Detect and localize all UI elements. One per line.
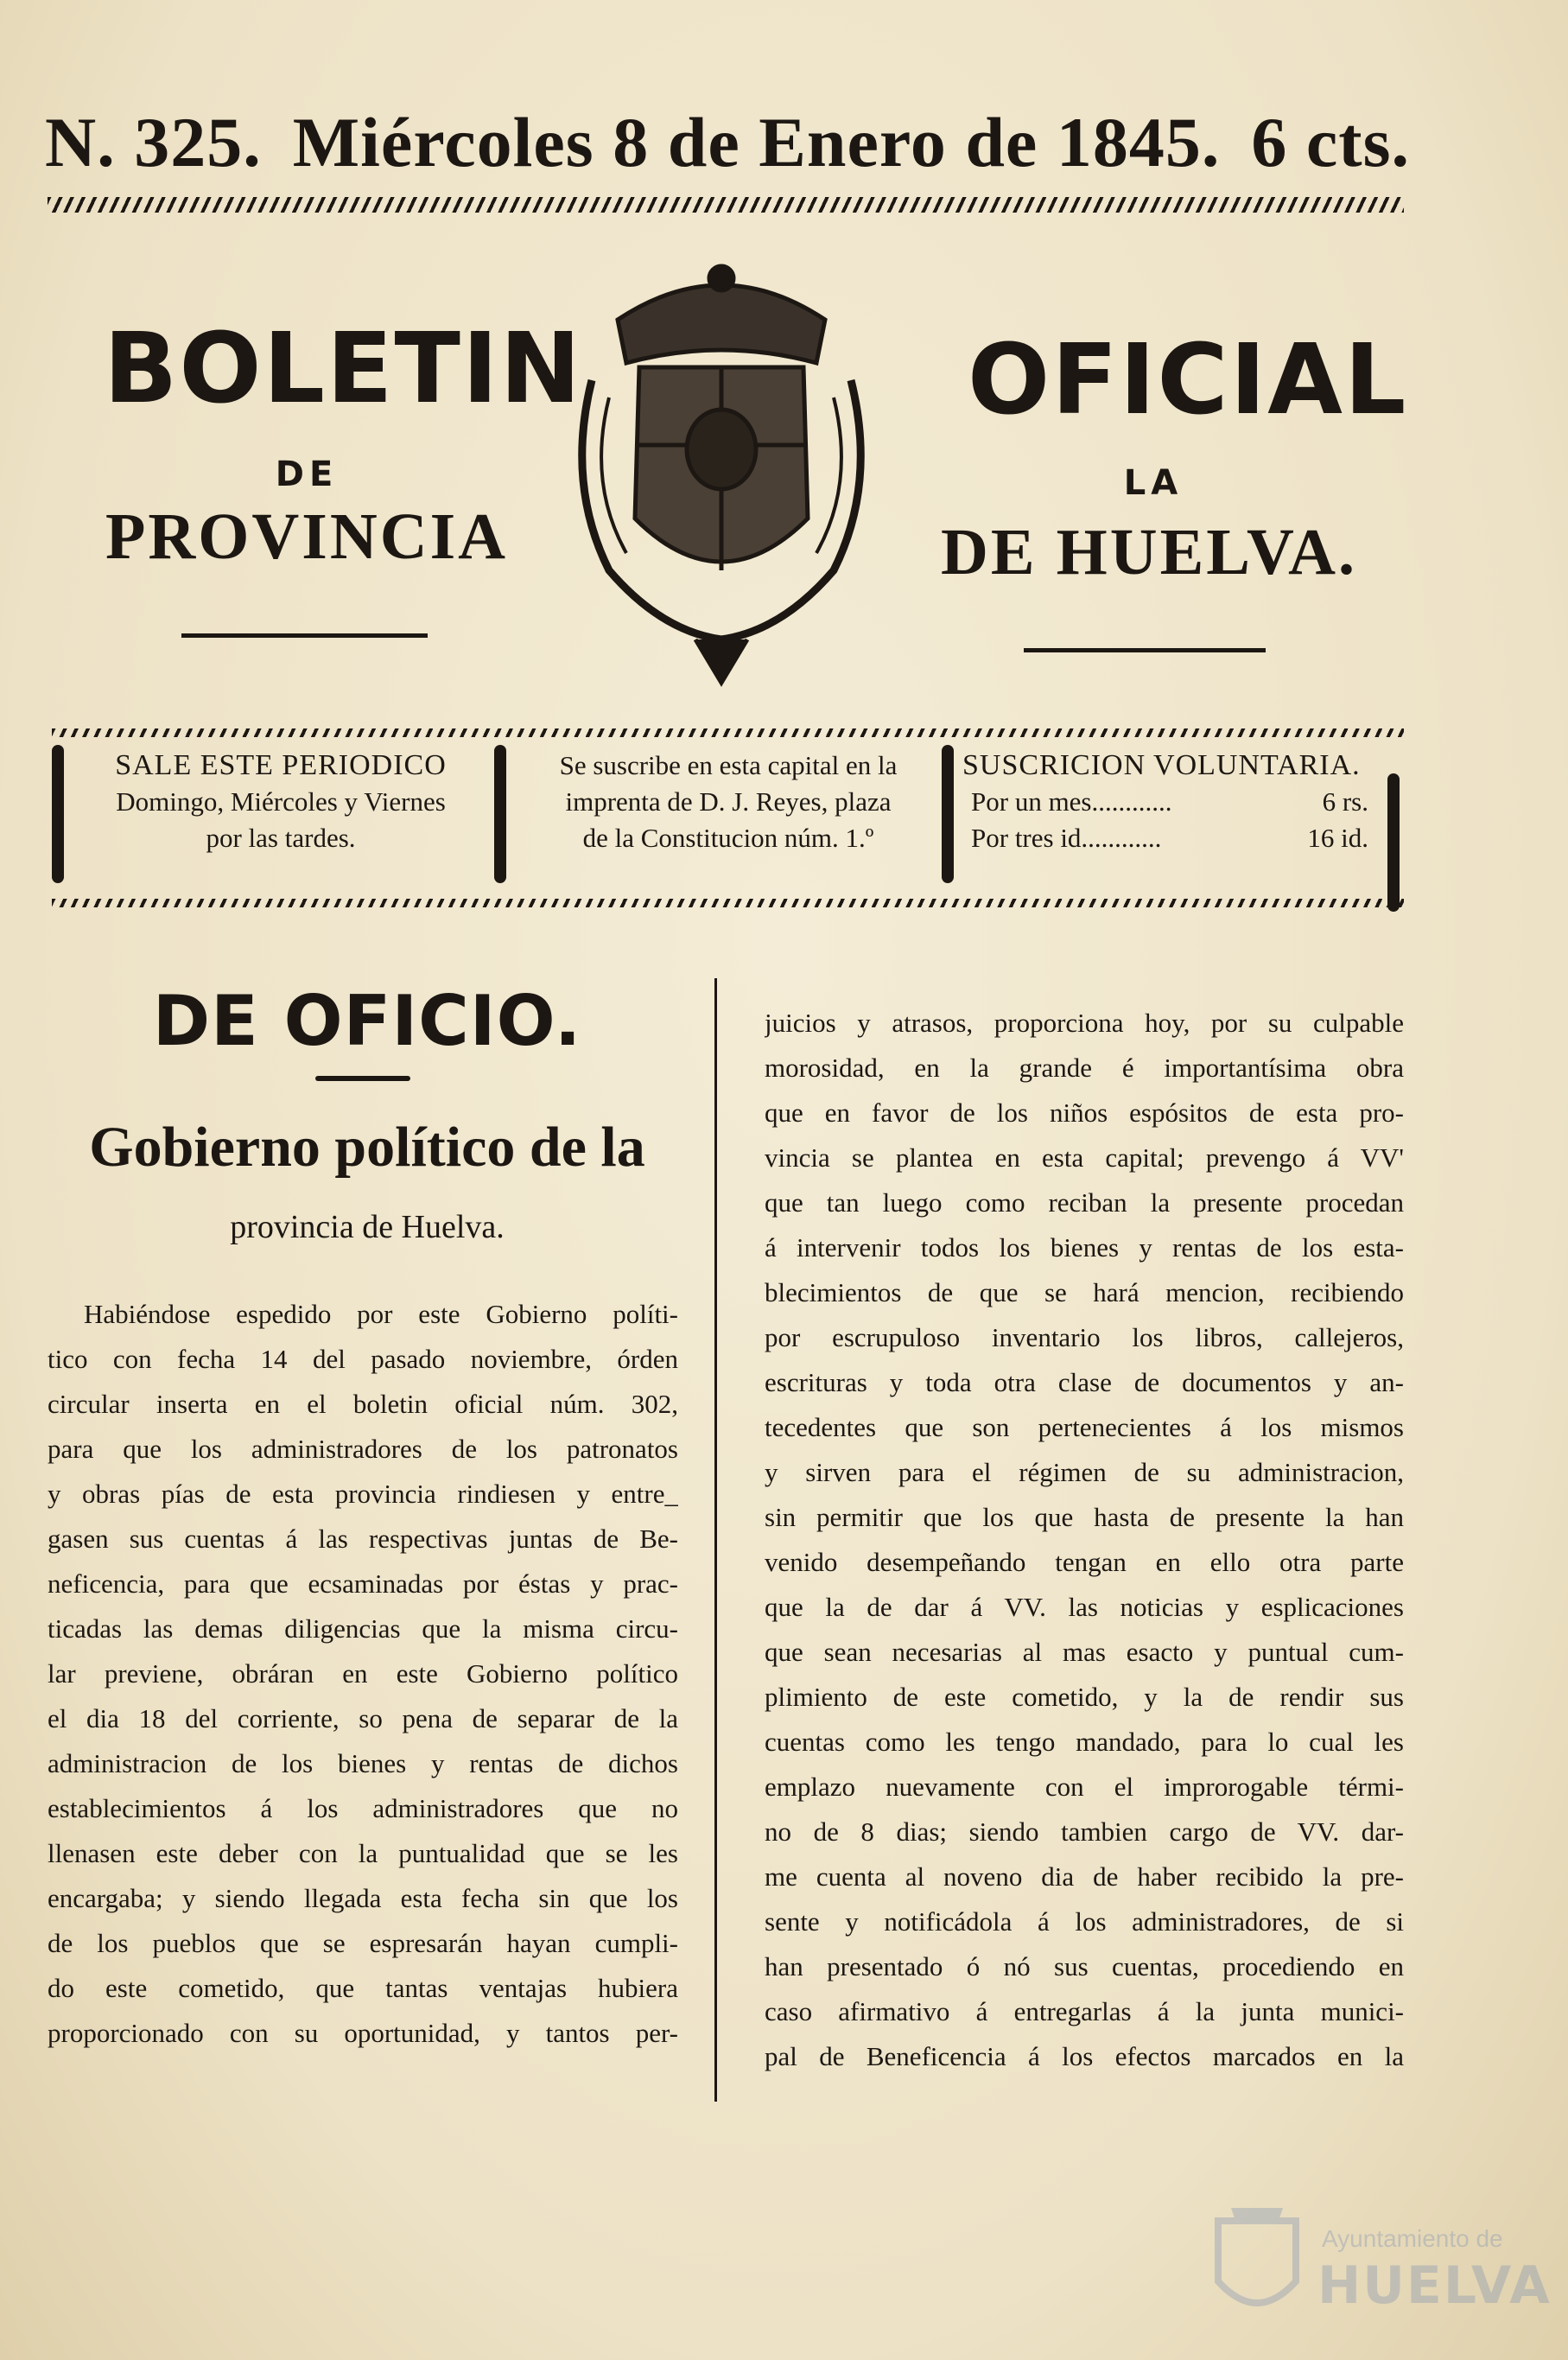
voluntary-title: SUSCRICION VOLUNTARIA. bbox=[962, 749, 1361, 781]
text-line: por escrupuloso inventario los libros, callejeros, bbox=[765, 1322, 1404, 1352]
text-line: ticadas las demas diligencias que la misma circu- bbox=[48, 1613, 678, 1644]
text-line: vincia se plantea en esta capital; prevengo á VV' bbox=[765, 1142, 1404, 1173]
text-line: establecimientos á los administradores que no bbox=[48, 1793, 678, 1823]
text-line: el dia 18 del corriente, so pena de separar de la bbox=[48, 1703, 678, 1733]
info-bar-right bbox=[1387, 773, 1400, 912]
price-three-value: 16 id. bbox=[1307, 823, 1368, 853]
text-line: que en favor de los niños espósitos de esta pro- bbox=[765, 1097, 1404, 1128]
issue-price: 6 cts. bbox=[1251, 103, 1410, 181]
price-row-three-months bbox=[962, 820, 1377, 856]
price-month-value: 6 rs. bbox=[1322, 786, 1368, 817]
text-line: no de 8 dias; siendo tambien cargo de VV. dar- bbox=[765, 1816, 1404, 1847]
subscription-line2: imprenta de D. J. Reyes, plaza bbox=[565, 786, 892, 817]
text-line: blecimientos de que se hará mencion, recibiendo bbox=[765, 1277, 1404, 1307]
coat-of-arms-icon bbox=[557, 259, 886, 687]
text-line: lar previene, obráran en este Gobierno político bbox=[48, 1658, 678, 1689]
text-line: han presentado ó nó sus cuentas, procediendo en bbox=[765, 1951, 1404, 1982]
text-line: sin permitir que los que hasta de presente la han bbox=[765, 1502, 1404, 1532]
title-right-rule bbox=[1024, 648, 1266, 652]
title-oficial: OFICIAL bbox=[968, 324, 1408, 436]
issue-number: N. 325. bbox=[45, 103, 262, 181]
text-line: que tan luego como reciban la presente procedan bbox=[765, 1187, 1404, 1218]
text-line: venido desempeñando tengan en ello otra parte bbox=[765, 1547, 1404, 1577]
text-line: pal de Beneficencia á los efectos marcados en la bbox=[765, 2041, 1404, 2071]
title-de: DE bbox=[275, 455, 339, 494]
price-row-month bbox=[962, 784, 1377, 820]
periodicity-days: Domingo, Miércoles y Viernes bbox=[116, 786, 446, 817]
column-divider bbox=[714, 978, 717, 2102]
text-line: emplazo nuevamente con el improrogable térmi- bbox=[765, 1772, 1404, 1802]
issue-date: Miércoles 8 de Enero de 1845. bbox=[292, 103, 1221, 181]
info-box-periodicity bbox=[73, 747, 488, 886]
text-line: plimiento de este cometido, y la de rendir sus bbox=[765, 1682, 1404, 1712]
text-line: juicios y atrasos, proporciona hoy, por su culpable bbox=[765, 1008, 1404, 1038]
text-line: llenasen este deber con la puntualidad que se les bbox=[48, 1838, 678, 1868]
title-boletin: BOLETIN bbox=[104, 313, 583, 425]
text-line: y sirven para el régimen de su administracion, bbox=[765, 1457, 1404, 1487]
text-line: circular inserta en el boletin oficial núm. 302, bbox=[48, 1389, 678, 1419]
title-provincia: PROVINCIA bbox=[105, 500, 509, 573]
masthead-ornament-rule bbox=[48, 197, 1404, 213]
price-three-label: Por tres id............ bbox=[971, 823, 1162, 853]
text-line: tico con fecha 14 del pasado noviembre, órden bbox=[48, 1344, 678, 1374]
government-subheading: provincia de Huelva. bbox=[230, 1209, 505, 1245]
text-line: do este cometido, que tantas ventajas hubiera bbox=[48, 1973, 678, 2003]
price-month-label: Por un mes............ bbox=[971, 786, 1172, 817]
government-heading: Gobierno político de la bbox=[89, 1116, 645, 1179]
title-left-rule bbox=[181, 633, 428, 638]
info-top-ornament bbox=[52, 728, 1404, 737]
text-line: que la de dar á VV. las noticias y esplicaciones bbox=[765, 1592, 1404, 1622]
text-line: escrituras y toda otra clase de documentos y an- bbox=[765, 1367, 1404, 1397]
subscription-line3: de la Constitucion núm. 1.º bbox=[582, 823, 874, 853]
text-line: administracion de los bienes y rentas de dichos bbox=[48, 1748, 678, 1778]
info-box-subscription-place bbox=[517, 747, 940, 886]
text-line: Habiéndose espedido por este Gobierno políti- bbox=[84, 1299, 678, 1329]
info-bottom-ornament bbox=[52, 899, 1404, 907]
title-la: LA bbox=[1123, 463, 1184, 503]
section-heading: DE OFICIO. bbox=[152, 981, 582, 1061]
info-bar-mid2 bbox=[942, 745, 954, 883]
text-line: morosidad, en la grande é importantísima obra bbox=[765, 1053, 1404, 1083]
ayuntamiento-watermark bbox=[1209, 2186, 1552, 2333]
section-ornament bbox=[315, 1076, 410, 1081]
periodicity-title: SALE ESTE PERIODICO bbox=[115, 749, 447, 781]
text-line: cuentas como les tengo mandado, para lo cual les bbox=[765, 1727, 1404, 1757]
periodicity-time: por las tardes. bbox=[206, 823, 356, 853]
left-column-text bbox=[48, 1292, 678, 2056]
watermark-line2: HUELVA bbox=[1317, 2255, 1552, 2316]
text-line: encargaba; y siendo llegada esta fecha sin que los bbox=[48, 1883, 678, 1913]
info-box-voluntary-subscription bbox=[962, 747, 1377, 886]
text-line: gasen sus cuentas á las respectivas juntas de Be- bbox=[48, 1524, 678, 1554]
text-line: que sean necesarias al mas esacto y puntual cum- bbox=[765, 1637, 1404, 1667]
text-line: para que los administradores de los patronatos bbox=[48, 1434, 678, 1464]
text-line: á intervenir todos los bienes y rentas de los esta- bbox=[765, 1232, 1404, 1263]
text-line: me cuenta al noveno dia de haber recibido la pre- bbox=[765, 1861, 1404, 1892]
info-bar-mid1 bbox=[494, 745, 506, 883]
watermark-line1: Ayuntamiento de bbox=[1322, 2225, 1503, 2252]
text-line: y obras pías de esta provincia rindiesen y entre_ bbox=[48, 1479, 678, 1509]
city-shield-icon bbox=[1209, 2195, 1305, 2325]
text-line: neficencia, para que ecsaminadas por éstas y prac- bbox=[48, 1568, 678, 1599]
text-line: caso afirmativo á entregarlas á la junta munici- bbox=[765, 1996, 1404, 2026]
text-line: tecedentes que son pertenecientes á los mismos bbox=[765, 1412, 1404, 1442]
right-column-text bbox=[765, 1001, 1404, 2079]
subscription-line1: Se suscribe en esta capital en la bbox=[559, 750, 898, 780]
info-bar-left bbox=[52, 745, 64, 883]
text-line: proporcionado con su oportunidad, y tantos per- bbox=[48, 2018, 678, 2048]
title-de-huelva: DE HUELVA. bbox=[941, 516, 1357, 588]
text-line: de los pueblos que se espresarán hayan cumpli- bbox=[48, 1928, 678, 1958]
masthead bbox=[45, 102, 1410, 183]
text-line: sente y notificádola á los administradores, de si bbox=[765, 1906, 1404, 1937]
